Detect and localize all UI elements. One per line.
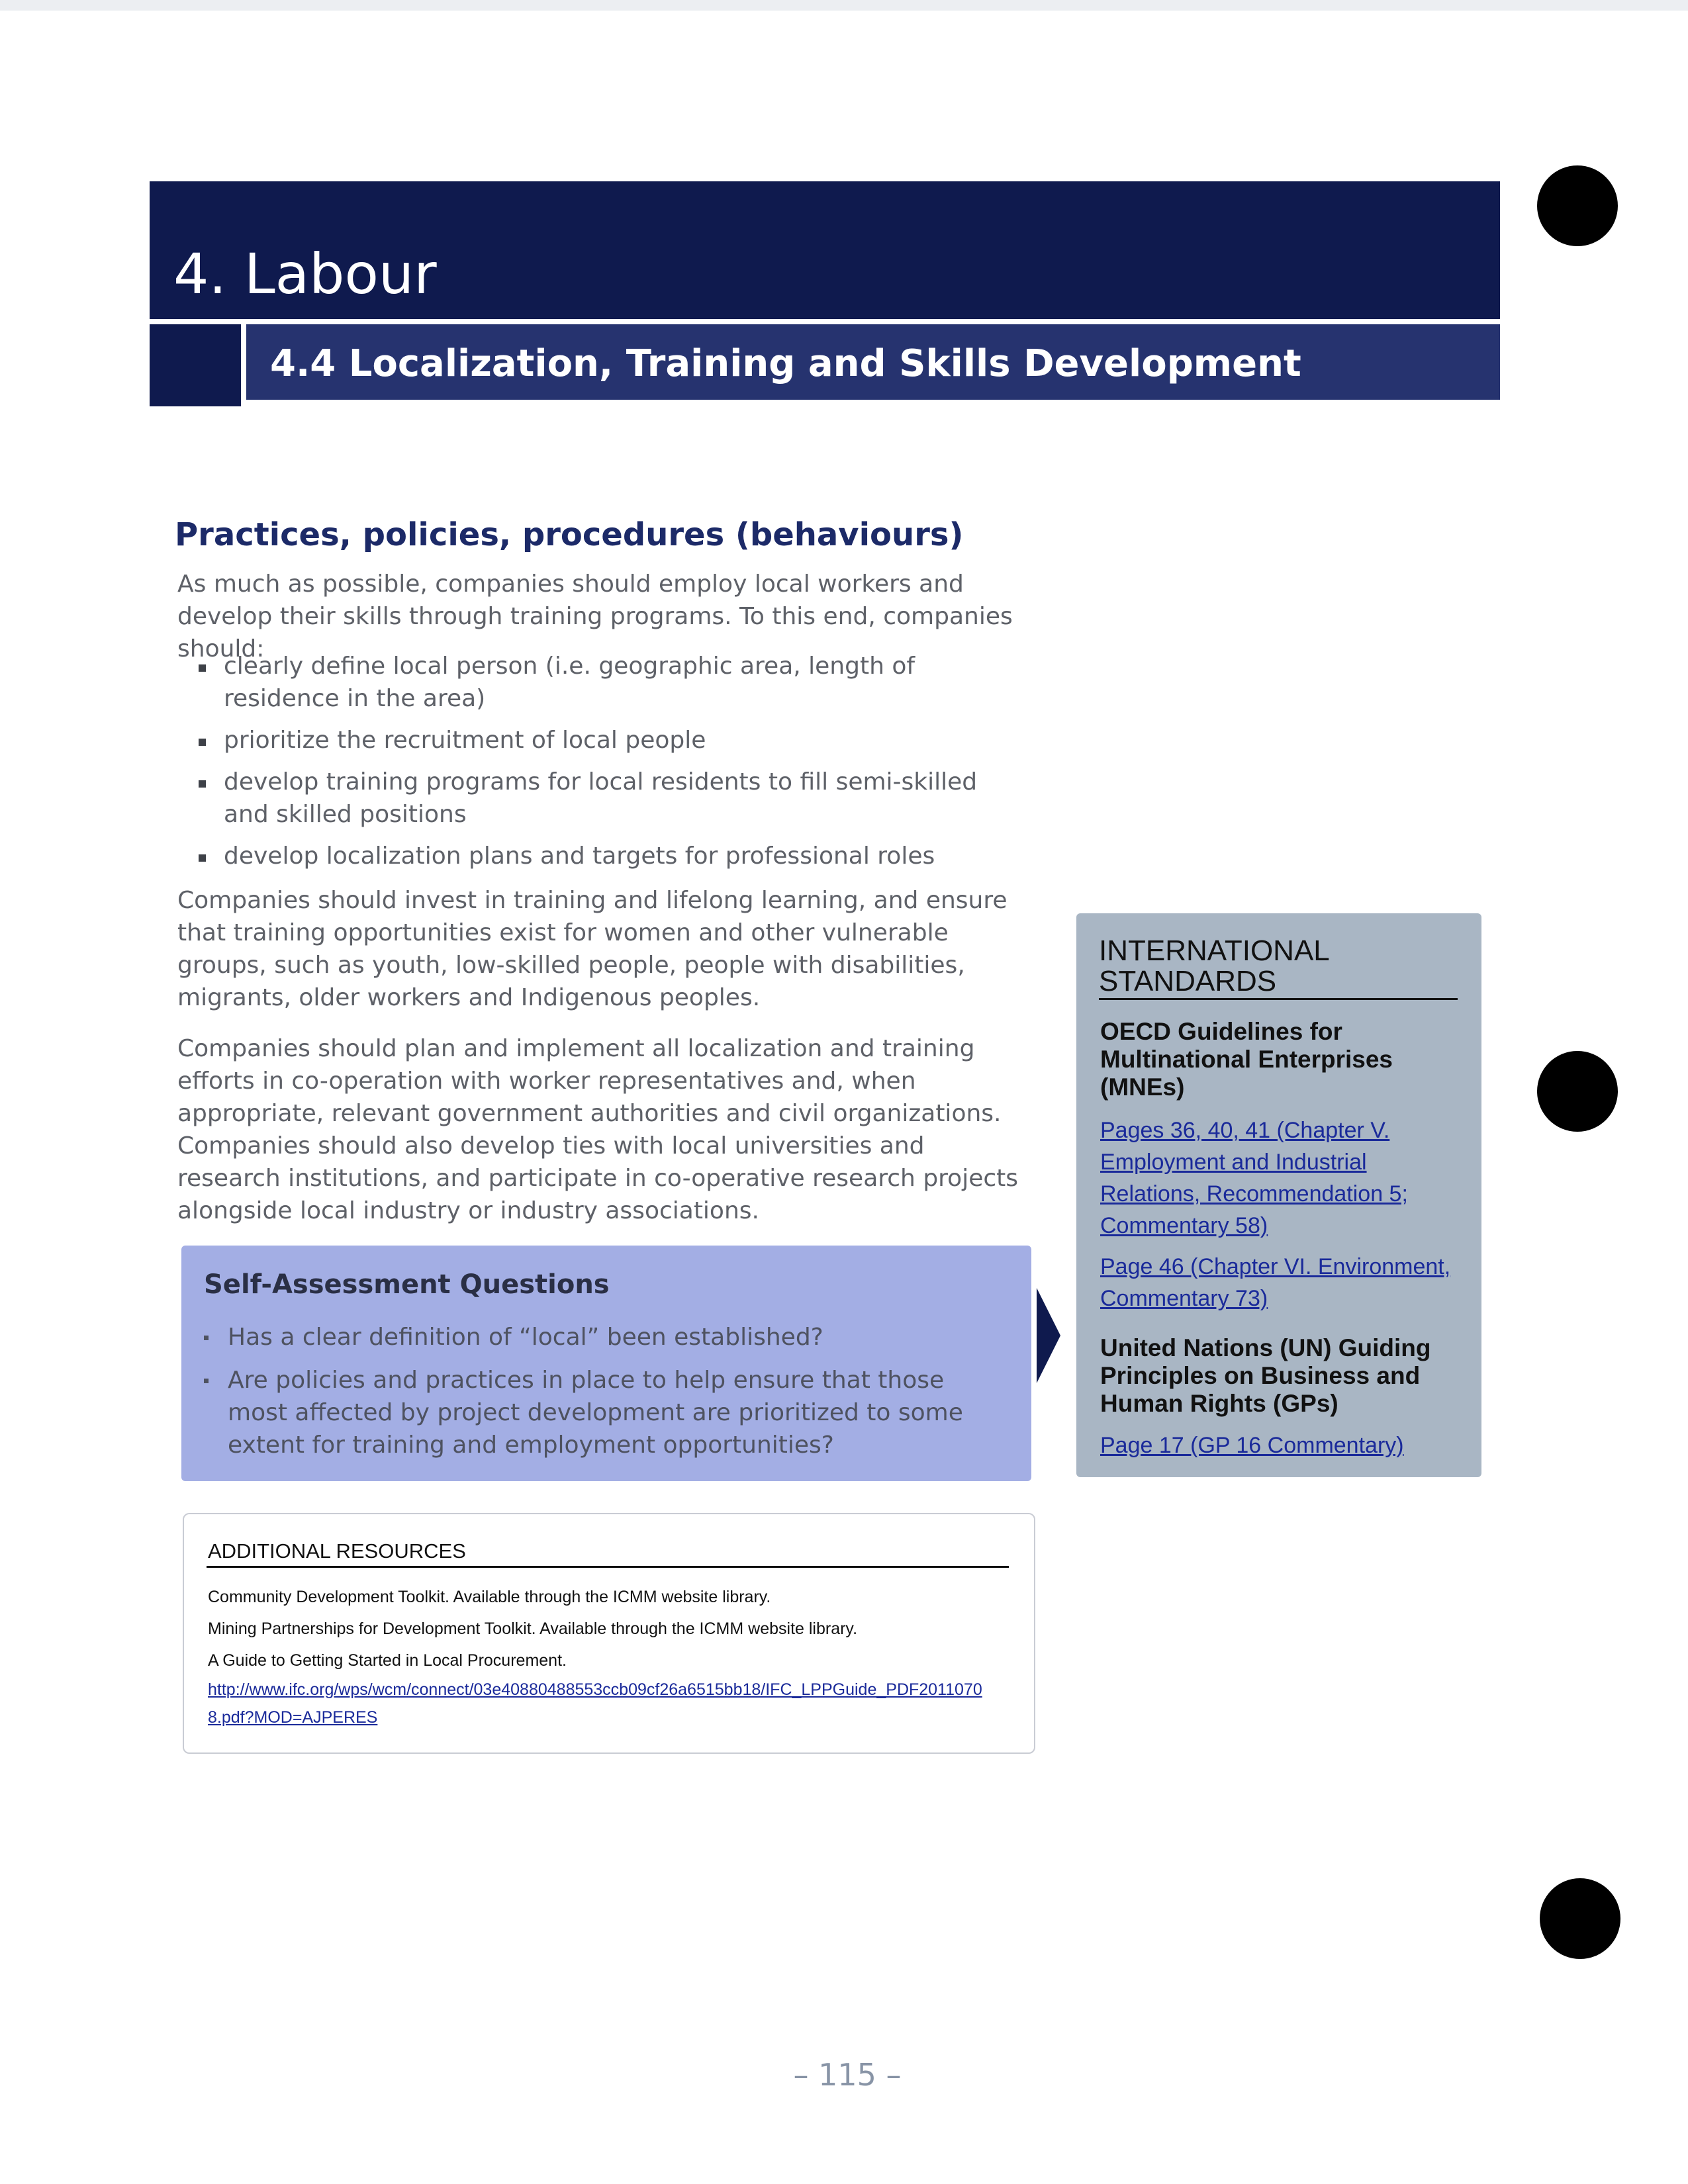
arrow-right-icon: [1037, 1288, 1060, 1383]
self-assessment-title: Self-Assessment Questions: [204, 1269, 610, 1300]
bullet-icon: [199, 739, 206, 746]
bullet-icon: [204, 1379, 209, 1383]
practices-paragraph-3: Companies should plan and implement all localization and training efforts in co-operation with worker representatives and, when appropriate, relevant government authorities and civil organizations. Companies should also develop ties with local universities and research institutions, and participate in co-operative research projects alongside local industry or industry associations.: [177, 1035, 1019, 1224]
question-item: Are policies and practices in place to help ensure that those most affected by project development are prioritized to some extent for training and employment opportunities?: [201, 1364, 982, 1461]
list-item: develop training programs for local residents to fill semi-skilled and skilled positions: [199, 766, 993, 831]
list-item: prioritize the recruitment of local people: [199, 724, 993, 756]
page-number: – 115 –: [793, 2057, 902, 2093]
binder-hole-bottom: [1540, 1878, 1620, 1959]
un-link-gp16[interactable]: Page 17 (GP 16 Commentary): [1100, 1433, 1404, 1458]
bullet-icon: [199, 664, 206, 672]
self-assessment-questions: [201, 1321, 982, 1472]
header-divider: [150, 319, 1500, 324]
practices-heading: Practices, policies, procedures (behaviours): [175, 516, 964, 553]
practices-paragraph-2: Companies should invest in training and lifelong learning, and ensure that training opportunities exist for women and other vulnerable groups, such as youth, low-skilled people, people with disabilities, migrants, older workers and Indigenous peoples.: [177, 887, 1008, 1011]
bullet-icon: [199, 854, 206, 862]
resource-item: Community Development Toolkit. Available through the ICMM website library.: [208, 1588, 771, 1606]
oecd-link-chapter-v[interactable]: Pages 36, 40, 41 (Chapter V. Employment and Industrial Relations, Recommendation 5; Commentary 58): [1100, 1118, 1408, 1238]
question-item: Has a clear definition of “local” been established?: [201, 1321, 982, 1353]
practices-bullet-list: [199, 650, 993, 882]
practices-intro: As much as possible, companies should employ local workers and develop their skills through training programs. To this end, companies should:: [177, 570, 1013, 662]
list-item: develop localization plans and targets for professional roles: [199, 840, 993, 872]
bullet-icon: [199, 780, 206, 788]
resource-item: Mining Partnerships for Development Toolkit. Available through the ICMM website library.: [208, 1619, 858, 1638]
un-guiding-principles-title: United Nations (UN) Guiding Principles on Business and Human Rights (GPs): [1100, 1334, 1431, 1417]
list-item: clearly define local person (i.e. geographic area, length of residence in the area): [199, 650, 993, 715]
binder-hole-top: [1537, 165, 1618, 246]
scan-top-edge: [0, 0, 1688, 11]
oecd-guidelines-title: OECD Guidelines for Multinational Enterprises (MNEs): [1100, 1018, 1393, 1101]
resource-link[interactable]: http://www.ifc.org/wps/wcm/connect/03e40880488553ccb09cf26a6515bb18/IFC_LPPGuide_PDF20110708.pdf?MOD=AJPERES: [208, 1680, 982, 1727]
section-band-accent: [150, 324, 241, 406]
additional-resources-title: ADDITIONAL RESOURCES: [208, 1539, 466, 1563]
standards-divider: [1099, 998, 1458, 1000]
standards-title: INTERNATIONAL STANDARDS: [1099, 934, 1329, 997]
binder-hole-middle: [1537, 1051, 1618, 1132]
section-band-gap: [241, 324, 246, 406]
chapter-title: 4. Labour: [173, 242, 437, 306]
oecd-link-chapter-vi[interactable]: Page 46 (Chapter VI. Environment, Commentary 73): [1100, 1254, 1451, 1311]
resources-divider: [207, 1566, 1009, 1568]
resource-item: A Guide to Getting Started in Local Procurement.: [208, 1651, 567, 1670]
section-title: 4.4 Localization, Training and Skills Development: [270, 342, 1301, 385]
bullet-icon: [204, 1336, 209, 1340]
